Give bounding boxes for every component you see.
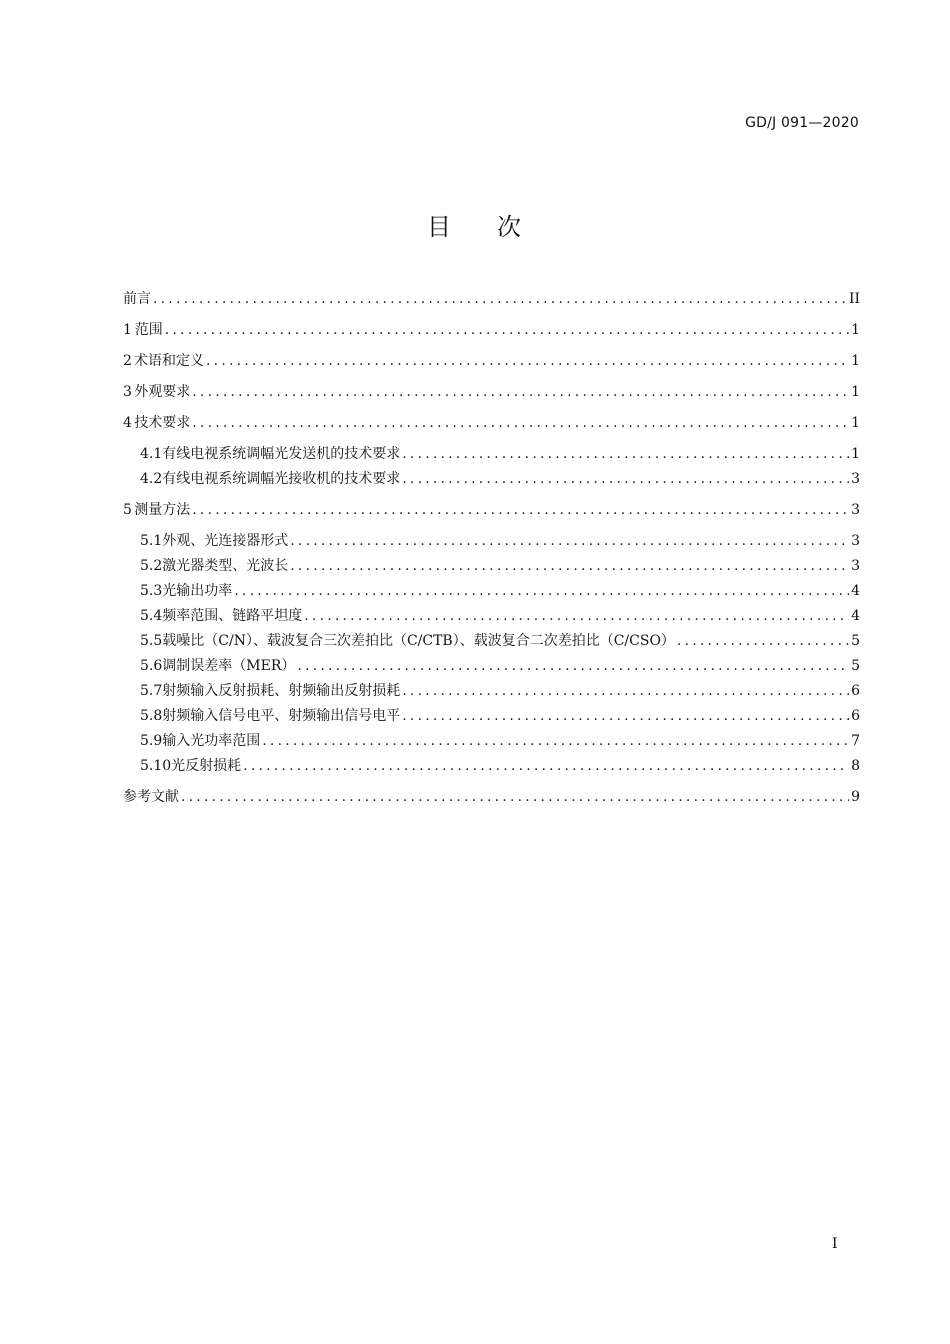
toc-entry-page: 5 <box>851 633 860 649</box>
page-title <box>0 207 950 242</box>
toc-entry-number: 5.7 <box>140 683 163 699</box>
toc-entry-title: 输入光功率范围 <box>162 733 261 749</box>
toc-entry-page: 1 <box>851 353 860 369</box>
toc-entry-title: 外观要求 <box>134 384 191 400</box>
dot-leader <box>677 630 849 652</box>
toc-entry[interactable] <box>123 605 860 627</box>
toc-entry[interactable] <box>123 288 860 310</box>
toc-entry-number: 5.2 <box>140 558 163 574</box>
toc-entry-number: 4.1 <box>140 446 163 462</box>
dot-leader <box>234 580 849 602</box>
toc-entry-page: 8 <box>851 758 860 774</box>
dot-leader <box>206 350 849 372</box>
dot-leader <box>290 530 849 552</box>
toc-entry-title: 技术要求 <box>134 415 191 431</box>
toc-entry-title: 测量方法 <box>134 502 191 518</box>
toc-entry-page: 1 <box>851 415 860 431</box>
dot-leader <box>181 786 849 808</box>
toc-entry-title: 范围 <box>134 322 163 338</box>
toc-entry-number: 2 <box>123 353 132 369</box>
toc-entry-title: 外观、光连接器形式 <box>162 533 289 549</box>
toc-entry[interactable] <box>123 412 860 434</box>
toc-entry-page: II <box>848 291 860 307</box>
toc-entry-page: 5 <box>851 658 860 674</box>
toc-entry-number: 1 <box>123 322 132 338</box>
toc-entry-number: 5.5 <box>140 633 163 649</box>
toc-entry-number: 5.1 <box>140 533 163 549</box>
dot-leader <box>402 443 849 465</box>
title-char-1: 目 <box>427 213 453 241</box>
dot-leader <box>262 730 849 752</box>
toc-entry-title: 射频输入信号电平、射频输出信号电平 <box>162 708 401 724</box>
toc-entry-title: 参考文献 <box>123 789 179 805</box>
toc-entry-page: 9 <box>851 789 860 805</box>
toc-entry[interactable] <box>123 730 860 752</box>
toc-entry[interactable] <box>123 350 860 372</box>
toc-entry[interactable] <box>123 499 860 521</box>
table-of-contents <box>123 288 860 808</box>
toc-entry-title: 频率范围、链路平坦度 <box>162 608 303 624</box>
toc-entry-page: 6 <box>851 708 860 724</box>
title-char-2: 次 <box>497 213 523 241</box>
dot-leader <box>402 705 849 727</box>
dot-leader <box>192 412 849 434</box>
toc-entry-title: 前言 <box>123 291 151 307</box>
document-code: GD/J 091—2020 <box>745 115 859 131</box>
toc-entry[interactable] <box>123 786 860 808</box>
toc-entry-title: 载噪比（C/N）、载波复合三次差拍比（C/CTB）、载波复合二次差拍比（C/CSO） <box>162 633 675 649</box>
toc-entry[interactable] <box>123 680 860 702</box>
toc-entry-number: 5.6 <box>140 658 163 674</box>
dot-leader <box>192 499 849 521</box>
dot-leader <box>297 655 849 677</box>
toc-entry-page: 1 <box>851 384 860 400</box>
toc-entry-number: 5.3 <box>140 583 163 599</box>
dot-leader <box>290 555 849 577</box>
toc-entry-page: 3 <box>851 558 860 574</box>
toc-entry-number: 5.8 <box>140 708 163 724</box>
dot-leader <box>165 319 849 341</box>
page-number: I <box>832 1236 838 1252</box>
toc-entry[interactable] <box>123 530 860 552</box>
toc-entry[interactable] <box>123 580 860 602</box>
toc-entry-title: 调制误差率（MER） <box>162 658 296 674</box>
toc-entry-number: 4.2 <box>140 471 163 487</box>
toc-entry-number: 4 <box>123 415 132 431</box>
toc-entry-page: 6 <box>851 683 860 699</box>
dot-leader <box>192 381 849 403</box>
dot-leader <box>402 468 849 490</box>
toc-entry[interactable] <box>123 755 860 777</box>
toc-entry-page: 4 <box>851 608 860 624</box>
dot-leader <box>153 288 847 310</box>
toc-entry[interactable] <box>123 443 860 465</box>
toc-entry-number: 5.4 <box>140 608 163 624</box>
toc-entry[interactable] <box>123 319 860 341</box>
toc-entry-page: 7 <box>851 733 860 749</box>
toc-entry[interactable] <box>123 630 860 652</box>
toc-entry-page: 1 <box>851 446 860 462</box>
toc-entry-page: 3 <box>851 502 860 518</box>
toc-entry-page: 4 <box>851 583 860 599</box>
toc-entry-title: 有线电视系统调幅光接收机的技术要求 <box>162 471 401 487</box>
toc-entry-title: 术语和定义 <box>134 353 205 369</box>
dot-leader <box>304 605 849 627</box>
toc-entry-number: 3 <box>123 384 132 400</box>
toc-entry-title: 光输出功率 <box>162 583 233 599</box>
toc-entry[interactable] <box>123 555 860 577</box>
toc-entry-title: 光反射损耗 <box>171 758 242 774</box>
toc-entry-number: 5.9 <box>140 733 163 749</box>
dot-leader <box>243 755 849 777</box>
toc-entry-title: 射频输入反射损耗、射频输出反射损耗 <box>162 683 401 699</box>
toc-entry[interactable] <box>123 655 860 677</box>
dot-leader <box>402 680 849 702</box>
toc-entry-number: 5 <box>123 502 132 518</box>
toc-entry-title: 有线电视系统调幅光发送机的技术要求 <box>162 446 401 462</box>
toc-entry-page: 3 <box>851 471 860 487</box>
toc-entry[interactable] <box>123 468 860 490</box>
toc-entry-page: 1 <box>851 322 860 338</box>
toc-entry-number: 5.10 <box>140 758 172 774</box>
toc-entry-title: 激光器类型、光波长 <box>162 558 289 574</box>
toc-entry[interactable] <box>123 381 860 403</box>
toc-entry[interactable] <box>123 705 860 727</box>
toc-entry-page: 3 <box>851 533 860 549</box>
